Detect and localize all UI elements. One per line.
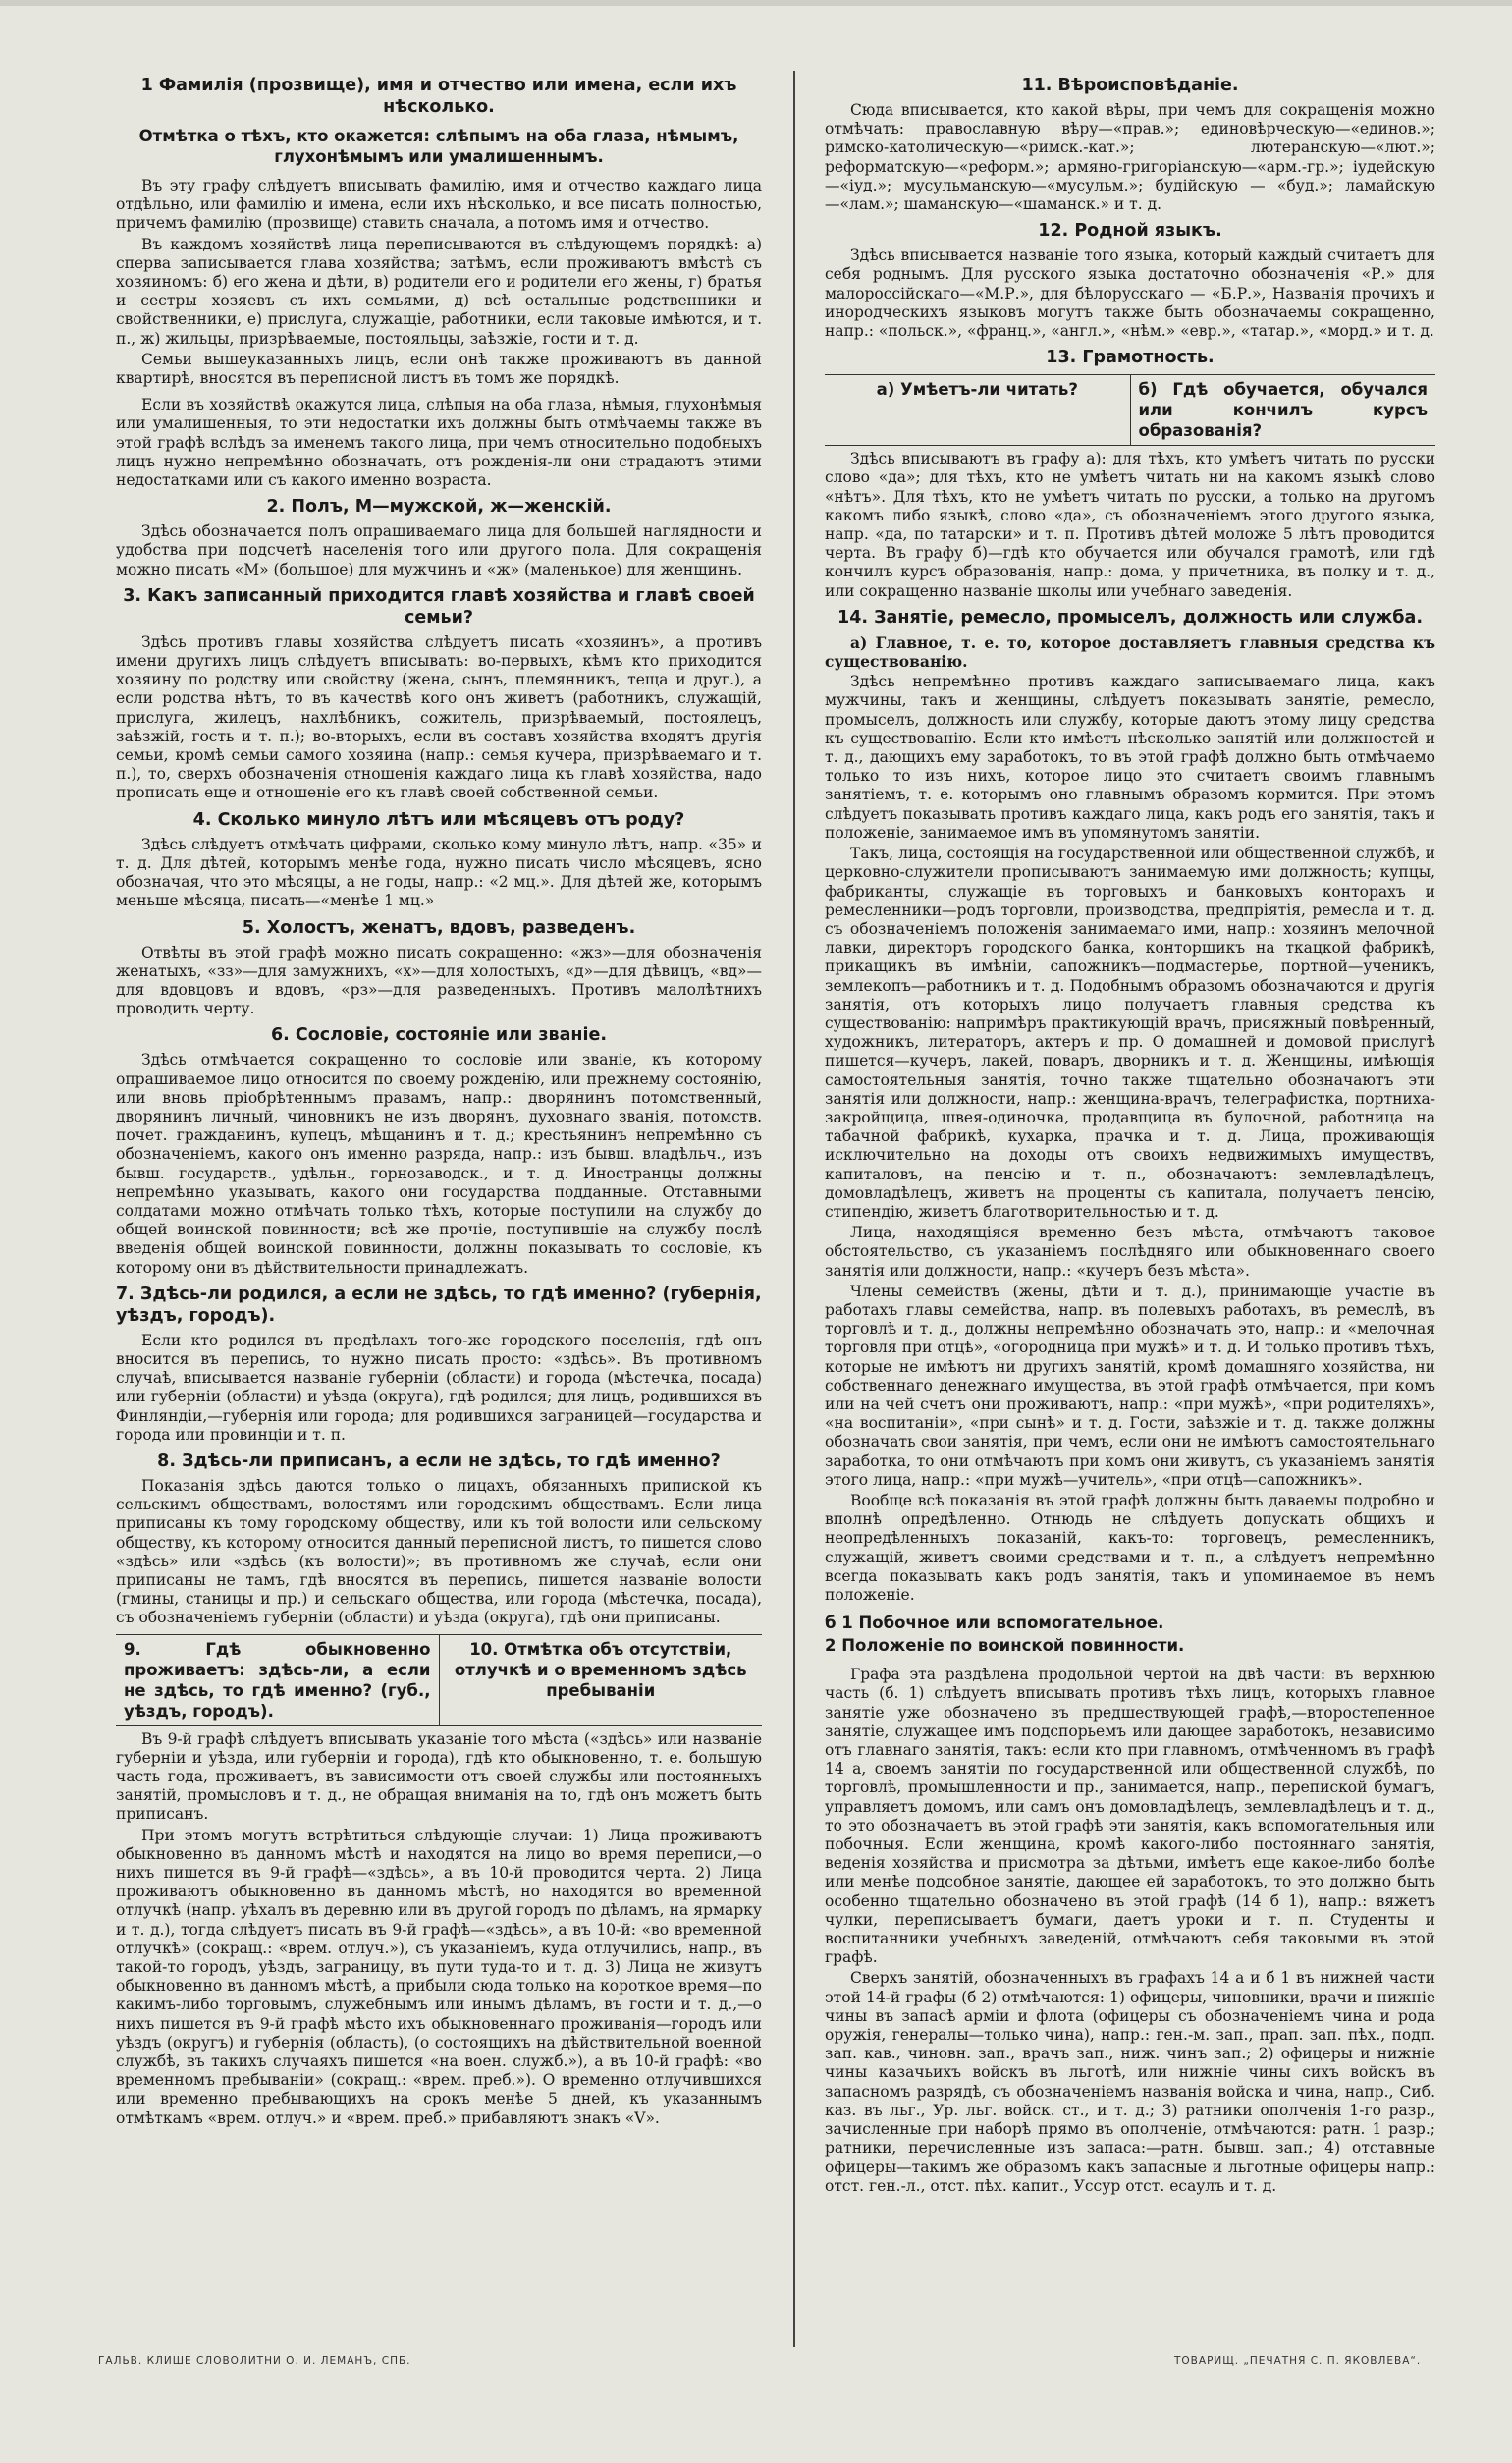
section-13b-title: б) Гдѣ обучается, обучался или кончилъ курсъ образованія? bbox=[1130, 375, 1436, 445]
paragraph: Отвѣты въ этой графѣ можно писать сокращенно: «жз»—для обозначенія женатыхъ, «зз»—для замужнихъ, «х»—для холостыхъ, «д»—для дѣвицъ, «вд»—для вдовцовъ и вдовъ, «рз»—для разведенныхъ. Противъ малолѣтнихъ проводить черту. bbox=[116, 943, 762, 1018]
paragraph: Въ каждомъ хозяйствѣ лица переписываются въ слѣдующемъ порядкѣ: а) сперва записывается глава хозяйства; затѣмъ, если проживаютъ вмѣстѣ съ хозяиномъ: б) его жена и дѣти, в) родители его и родители его жены, г) братья и сестры хозяевъ съ ихъ семьями, д) всѣ остальные родственники и свойственники, е) прислуга, служащіе, работники, если таковые имѣются, и т. п., ж) жильцы, призрѣваемые, постояльцы, заѣзжіе, гости и т. д. bbox=[116, 235, 762, 348]
section-3-title: 3. Какъ записанный приходится главѣ хозяйства и главѣ своей семьи? bbox=[123, 585, 755, 628]
section-12-title: 12. Родной языкъ. bbox=[1038, 221, 1222, 242]
paragraph: Графа эта раздѣлена продольной чертой на двѣ части: въ верхнюю часть (б. 1) слѣдуетъ вписывать противъ тѣхъ лицъ, которыхъ главное занятіе уже обозначено въ предшествующей графѣ,—второстепенное занятіе, служащее имъ подспорьемъ или дающее заработокъ, независимо отъ главнаго занятія, такъ: если кто при главномъ, отмѣченномъ въ графѣ 14 а, своемъ занятіи по государственной или общественной службѣ, по торговлѣ, промышленности и пр., занимается, напр., перепиской бумагъ, управляетъ домомъ, или самъ онъ домовладѣлецъ, землевладѣлецъ и т. д., то это обозначаетъ въ этой графѣ эти занятія, какъ вспомогательныя или побочныя. Если женщина, кромѣ какого-либо постояннаго занятія, веденія хозяйства и присмотра за дѣтьми, имѣетъ еще какое-либо болѣе или менѣе подсобное занятіе, дающее ей заработокъ, то это должно быть особенно тщательно обозначено въ этой графѣ (14 б 1), напр.: вяжетъ чулки, переписываетъ бумаги, даетъ уроки и т. п. Студенты и воспитанники учебныхъ заведеній, отмѣчаютъ себя таковыми въ этой графѣ. bbox=[825, 1666, 1435, 1967]
paragraph: Здѣсь противъ главы хозяйства слѣдуетъ писать «хозяинъ», а противъ имени другихъ лицъ слѣдуетъ вписывать: во-первыхъ, кѣмъ кто приходится хозяину по родству или свойству (жена, сынъ, племянникъ, теща и друг.), а если родства нѣтъ, то въ качествѣ кого онъ живетъ (работникъ, служащій, прислуга, жилецъ, нахлѣбникъ, сожитель, призрѣваемый, постоялецъ, заѣзжій, гость и т. п.); во-вторыхъ, если въ составъ хозяйства входятъ другія семьи, кромѣ семьи самого хозяина (напр.: семья кучера, призрѣваемаго и т. п.), то, сверхъ обозначенія отношенія каждаго лица къ главѣ хозяйства, надо прописать еще и отношеніе его къ главѣ своей собственной семьи. bbox=[116, 632, 762, 802]
section-1-subtitle: Отмѣтка о тѣхъ, кто окажется: слѣпымъ на оба глаза, нѣмымъ, глухонѣмымъ или умалишеннымъ. bbox=[138, 127, 739, 166]
left-column bbox=[116, 69, 762, 2357]
section-13-title: 13. Грамотность. bbox=[1046, 348, 1215, 368]
section-14b2-title: 2 Положеніе по воинской повинности. bbox=[825, 1636, 1185, 1656]
paragraph: Показанія здѣсь даются только о лицахъ, обязанныхъ припиской къ сельскимъ обществамъ, волостямъ или городскимъ обществамъ. Если лица приписаны къ тому городскому обществу, или къ той волости или сельскому обществу, къ которому относится данный переписной листъ, то пишется слово «здѣсь» или «здѣсь (къ волости)»; въ противномъ же случаѣ, если они приписаны не тамъ, гдѣ вносятся въ перепись, пишется названіе волости (гмины, станицы и пр.) и сельскаго общества, или города (мѣстечка, посада), съ обозначеніемъ губерніи (области) и уѣзда (округа), гдѣ они приписаны. bbox=[116, 1476, 762, 1627]
section-5-title: 5. Холостъ, женатъ, вдовъ, разведенъ. bbox=[242, 917, 636, 938]
paragraph: Здѣсь слѣдуетъ отмѣчать цифрами, сколько кому минуло лѣтъ, напр. «35» и т. д. Для дѣтей, которымъ менѣе года, нужно писать число мѣсяцевъ, ясно обозначая, что это мѣсяцы, а не годы, напр.: «2 мц.». Для дѣтей же, которымъ меньше мѣсяца, писать—«менѣе 1 мц.» bbox=[116, 835, 762, 910]
printer-imprint-left: ГАЛЬВ. КЛИШЕ СЛОВОЛИТНИ О. И. ЛЕМАНЪ, СПБ. bbox=[98, 2355, 411, 2367]
paragraph: При этомъ могутъ встрѣтиться слѣдующіе случаи: 1) Лица проживаютъ обыкновенно въ данномъ мѣстѣ и находятся на лицо во время переписи,—о нихъ пишется въ 9-й графѣ—«здѣсь», а въ 10-й проводится черта. 2) Лица проживаютъ обыкновенно въ данномъ мѣстѣ, но находятся во временной отлучкѣ (напр. уѣхалъ въ деревню или въ другой городъ по дѣламъ, на ярмарку и т. д.), тогда слѣдуетъ писать въ 9-й графѣ—«здѣсь», а въ 10-й: «во временной отлучкѣ» (сокращ.: «врем. отлуч.»), съ указаніемъ, куда отлучились, напр., въ такой-то городъ, уѣздъ, заграницу, въ пути туда-то и т. д. 3) Лица не живутъ обыкновенно въ данномъ мѣстѣ, а прибыли сюда только на короткое время—по какимъ-либо торговымъ, служебнымъ или инымъ дѣламъ, въ гости и т. д.,—о нихъ пишется въ 9-й графѣ мѣсто ихъ обыкновеннаго проживанія—городъ или уѣздъ (округъ) и губернія (область), (о состоящихъ на дѣйствительной военной службѣ, въ такихъ случаяхъ пишется «на воен. служб.»), а въ 10-й графѣ: «во временномъ пребываніи» (сокращ.: «врем. преб.»). О временно отлучившихся или временно пребывающихъ на срокъ менѣе 5 дней, къ указаннымъ отмѣткамъ «врем. отлуч.» и «врем. преб.» прибавляютъ знакъ «V». bbox=[116, 1826, 762, 2127]
paragraph: Здѣсь обозначается полъ опрашиваемаго лица для большей наглядности и удобства при подсчетѣ населенія того или другого пола. Для сокращенія можно писать «М» (большое) для мужчинъ и «ж» (маленькое) для женщинъ. bbox=[116, 522, 762, 578]
column-divider bbox=[793, 71, 795, 2347]
paragraph: Здѣсь отмѣчается сокращенно то сословіе или званіе, къ которому опрашиваемое лицо относится по своему рожденію, или прежнему состоянію, или вновь пріобрѣтеннымъ правамъ, напр.: дворянинъ потомственный, дворянинъ личный, чиновникъ не изъ дворянъ, духовнаго званія, потомств. почет. гражданинъ, купецъ, мѣщанинъ и т. д.; крестьянинъ непремѣнно съ обозначеніемъ, какого онъ именно разряда, напр.: изъ бывш. владѣльч., изъ бывш. государств., удѣльн., горнозаводск., и т. д. Иностранцы должны непремѣнно указывать, какого они государства подданные. Отставными солдатами можно отмѣчать только тѣхъ, которые поступили на службу до общей воинской повинности; всѣ же прочіе, поступившіе на службу послѣ введенія общей воинской повинности, должны показывать то сословіе, къ которому они въ дѣйствительности принадлежатъ. bbox=[116, 1051, 762, 1277]
paragraph: Такъ, лица, состоящія на государственной или общественной службѣ, и церковно-служители прописываютъ занимаемую ими должность; купцы, фабриканты, служащіе въ торговыхъ и банковыхъ конторахъ и ремесленники—родъ торговли, производства, предпріятія, ремесла и т. д. съ обозначеніемъ положенія занимаемаго ими, напр.: хозяинъ мелочной лавки, директоръ городского банка, конторщикъ на ткацкой фабрикѣ, прикащикъ въ имѣніи, сапожникъ—подмастерье, портной—ученикъ, землекопъ—работникъ и т. д. Подобнымъ образомъ обозначаются и другія занятія, отъ которыхъ лицо получаетъ главныя средства къ существованію: напримѣръ практикующій врачъ, присяжный повѣренный, художникъ, литераторъ, актеръ и пр. О домашней и домовой прислугѣ пишется—кучеръ, лакей, поваръ, дворникъ и т. д. Женщины, имѣющія самостоятельныя занятія, точно также тщательно обозначаютъ эти занятія или должности, напр.: женщина-врачъ, телеграфистка, портниха-закройщица, швея-одиночка, продавщица въ булочной, работница на табачной фабрикѣ, кухарка, прачка и т. д. Лица, проживающія исключительно на доходы отъ своихъ недвижимыхъ имуществъ, капиталовъ, на пенсію и т. п., обозначаютъ: землевладѣлецъ, домовладѣлецъ, живетъ на проценты съ капитала, получаетъ пенсію, стипендію, живетъ благотворительностью и т. д. bbox=[825, 845, 1435, 1221]
section-1-title: 1 Фамилія (прозвище), имя и отчество или имена, если ихъ нѣсколько. bbox=[140, 76, 737, 117]
section-7-title: 7. Здѣсь-ли родился, а если не здѣсь, то гдѣ именно? (губернія, уѣздъ, городъ). bbox=[116, 1284, 762, 1326]
printer-imprint-right: ТОВАРИЩ. „ПЕЧАТНЯ С. П. ЯКОВЛЕВА“. bbox=[1174, 2355, 1422, 2367]
paragraph: Здѣсь непремѣнно противъ каждаго записываемаго лица, какъ мужчины, такъ и женщины, слѣдуетъ показывать занятіе, ремесло, промыселъ, должность или службу, которые даютъ этому лицу средства къ существованію. Если кто имѣетъ нѣсколько занятій или должностей и т. д., дающихъ ему заработокъ, то въ этой графѣ должно быть отмѣчаемо только то изъ нихъ, которое лицо это считаетъ своимъ главнымъ занятіемъ, т. е. которымъ оно главнымъ образомъ кормится. При этомъ слѣдуетъ показывать противъ каждаго лица, какъ родъ его занятія, такъ и положеніе, занимаемое имъ въ упомянутомъ занятіи. bbox=[825, 673, 1435, 842]
section-6-title: 6. Сословіе, состояніе или званіе. bbox=[271, 1025, 607, 1046]
section-11-title: 11. Вѣроисповѣданіе. bbox=[1021, 76, 1239, 95]
section-9-title: 9. Гдѣ обыкновенно проживаетъ: здѣсь-ли, а если не здѣсь, то гдѣ именно? (губ., уѣздъ, городъ). bbox=[124, 1639, 431, 1721]
section-4-title: 4. Сколько минуло лѣтъ или мѣсяцевъ отъ роду? bbox=[192, 809, 685, 830]
section-14-title: 14. Занятіе, ремесло, промыселъ, должность или служба. bbox=[837, 607, 1423, 628]
paragraph: Здѣсь вписываютъ въ графу а): для тѣхъ, кто умѣетъ читать по русски слово «да»; для тѣхъ, кто не умѣетъ читать ни на какомъ языкѣ слово «нѣтъ». Для тѣхъ, кто не умѣетъ читать по русски, а только на другомъ какомъ либо языкѣ, слово «да», съ обозначеніемъ этого другого языка, напр. «да, по татарски» и т. п. Противъ дѣтей моложе 5 лѣтъ проводится черта. Въ графу б)—гдѣ кто обучается или обучался грамотѣ, или гдѣ кончилъ курсъ образованія, напр.: дома, у причетника, въ полку и т. д., или сокращенно названіе школы или учебнаго заведенія. bbox=[825, 450, 1435, 600]
paragraph: Вообще всѣ показанія въ этой графѣ должны быть даваемы подробно и вполнѣ опредѣленно. Отнюдь не слѣдуетъ допускать общихъ и неопредѣленныхъ показаній, какъ-то: торговецъ, ремесленникъ, служащій, живетъ своими средствами и т. п., а слѣдуетъ непремѣнно всегда показывать какъ родъ занятія, такъ и упоминаемое въ немъ положеніе. bbox=[825, 1492, 1435, 1605]
paragraph: Если кто родился въ предѣлахъ того-же городского поселенія, гдѣ онъ вносится въ перепись, то нужно писать просто: «здѣсь». Въ противномъ случаѣ, вписывается названіе губерніи (области) и города (мѣстечка, посада) или губерніи (области) и уѣзда (округа), гдѣ родился; для лицъ, родившихся въ Финляндіи,—губернія или города; для родившихся заграницей—государства и города или провинціи и т. п. bbox=[116, 1331, 762, 1444]
paragraph: Сверхъ занятій, обозначенныхъ въ графахъ 14 а и б 1 въ нижней части этой 14-й графы (б 2) отмѣчаются: 1) офицеры, чиновники, врачи и нижніе чины въ запасѣ арміи и флота (офицеры съ обозначеніемъ чина и рода оружія, генералы—только чина), напр.: ген.-м. зап., прап. зап. пѣх., подп. зап. кав., чиновн. зап., врачъ зап., ниж. чинъ зап.; 2) офицеры и нижніе чины казачьихъ войскъ въ льготѣ, или нижніе чины сихъ войскъ въ запасномъ разрядѣ, съ обозначеніемъ названія войска и чина, напр., Сиб. каз. въ льг., Ур. льг. войск. ст., и т. д.; 3) ратники ополченія 1-го разр., зачисленные при наборѣ прямо въ ополченіе, отмѣчаются: ратн. 1 разр.; ратники, перечисленные изъ запаса:—ратн. бывш. зап.; 4) отставные офицеры—такимъ же образомъ какъ запасные и льготные офицеры напр.: отст. ген.-л., отст. пѣх. капит., Уссур отст. есаулъ и т. д. bbox=[825, 1969, 1435, 2195]
section-14b1-title: б 1 Побочное или вспомогательное. bbox=[825, 1614, 1164, 1633]
top-edge bbox=[0, 0, 1512, 6]
section-13a-title: а) Умѣетъ-ли читать? bbox=[876, 380, 1078, 400]
paragraph: а) Главное, т. е. то, которое доставляетъ главныя средства къ существованію. bbox=[825, 632, 1435, 672]
paragraph: Сюда вписывается, кто какой вѣры, при чемъ для сокращенія можно отмѣчать: православную вѣру—«прав.»; единовѣрческую—«единов.»; римско-католическую—«римск.-кат.»; лютеранскую—«лют.»; реформатскую—«реформ.»; армяно-григоріанскую—«арм.-гр.»; іудейскую—«іуд.»; мусульманскую—«мусульм.»; будійскую — «буд.»; ламайскую—«лам.»; шаманскую—«шаманск.» и т. д. bbox=[825, 101, 1435, 214]
section-13-columns bbox=[825, 374, 1435, 446]
paragraph: Въ эту графу слѣдуетъ вписывать фамилію, имя и отчество каждаго лица отдѣльно, или фамилію и имена, если ихъ нѣсколько, и все писать полностью, причемъ фамилію (прозвище) ставить сначала, а потомъ имя и отчество. bbox=[116, 177, 762, 233]
paragraph: Здѣсь вписывается названіе того языка, который каждый считаетъ для себя роднымъ. Для русского языка достаточно обозначенія «Р.» для малороссійскаго—«М.Р.», для бѣлорусскаго — «Б.Р.», Названія прочихъ и инородческихъ языковъ могутъ также быть обозначаемы сокращенно, напр.: «польск.», «франц.», «англ.», «нѣм.» «евр.», «татар.», «морд.» и т. д. bbox=[825, 246, 1435, 341]
paragraph: Если въ хозяйствѣ окажутся лица, слѣпыя на оба глаза, нѣмыя, глухонѣмыя или умалишенныя, то эти недостатки ихъ должны быть отмѣчаемы также въ этой графѣ вслѣдъ за именемъ такого лица, при чемъ относительно подобныхъ лицъ нужно непремѣнно обозначать, отъ рожденія-ли они страдаютъ этими недостатками или съ какого именно возраста. bbox=[116, 396, 762, 490]
paragraph: Лица, находящіяся временно безъ мѣста, отмѣчаютъ таковое обстоятельство, съ указаніемъ послѣдняго или обыкновеннаго своего занятія или должности, напр.: «кучеръ безъ мѣста». bbox=[825, 1224, 1435, 1280]
paragraph: Семьи вышеуказанныхъ лицъ, если онѣ также проживаютъ въ данной квартирѣ, вносятся въ переписной листъ въ томъ же порядкѣ. bbox=[116, 350, 762, 388]
right-column bbox=[825, 69, 1435, 2357]
section-2-title: 2. Полъ, М—мужской, ж—женскій. bbox=[266, 497, 612, 518]
sections-9-10-header bbox=[116, 1634, 762, 1726]
section-10-title: 10. Отмѣтка объ отсутствіи, отлучкѣ и о временномъ здѣсь пребываніи bbox=[439, 1635, 763, 1725]
paragraph: Въ 9-й графѣ слѣдуетъ вписывать указаніе того мѣста («здѣсь» или названіе губерніи и уѣзда, или губерніи и города), гдѣ кто обыкновенно, т. е. большую часть года, проживаетъ, въ зависимости отъ своей службы или постоянныхъ занятій, промысловъ и т. д., не обращая вниманія на то, гдѣ онъ можетъ быть приписанъ. bbox=[116, 1729, 762, 1824]
section-8-title: 8. Здѣсь-ли приписанъ, а если не здѣсь, то гдѣ именно? bbox=[157, 1450, 721, 1471]
paragraph: Члены семействъ (жены, дѣти и т. д.), принимающіе участіе въ работахъ главы семейства, напр. въ полевыхъ работахъ, въ ремеслѣ, въ торговлѣ и т. д., должны непремѣнно обозначать это, напр.: и «мелочная торговля при отцѣ», «огородница при мужѣ» и т. д. И только противъ тѣхъ, которые не имѣютъ ни другихъ занятій, кромѣ домашняго хозяйства, ни собственнаго денежнаго имущества, въ этой графѣ отмѣчается, при комъ или на чей счетъ они проживаютъ, напр.: «при мужѣ», «при родителяхъ», «на воспитаніи», «при сынѣ» и т. д. Гости, заѣзжіе и т. д. также должны обозначать свои занятія, при чемъ, если они не имѣютъ самостоятельнаго заработка, то они отмѣчаютъ при комъ они живутъ, съ указаніемъ занятія этого лица, напр.: «при мужѣ—учитель», «при отцѣ—сапожникъ». bbox=[825, 1282, 1435, 1489]
